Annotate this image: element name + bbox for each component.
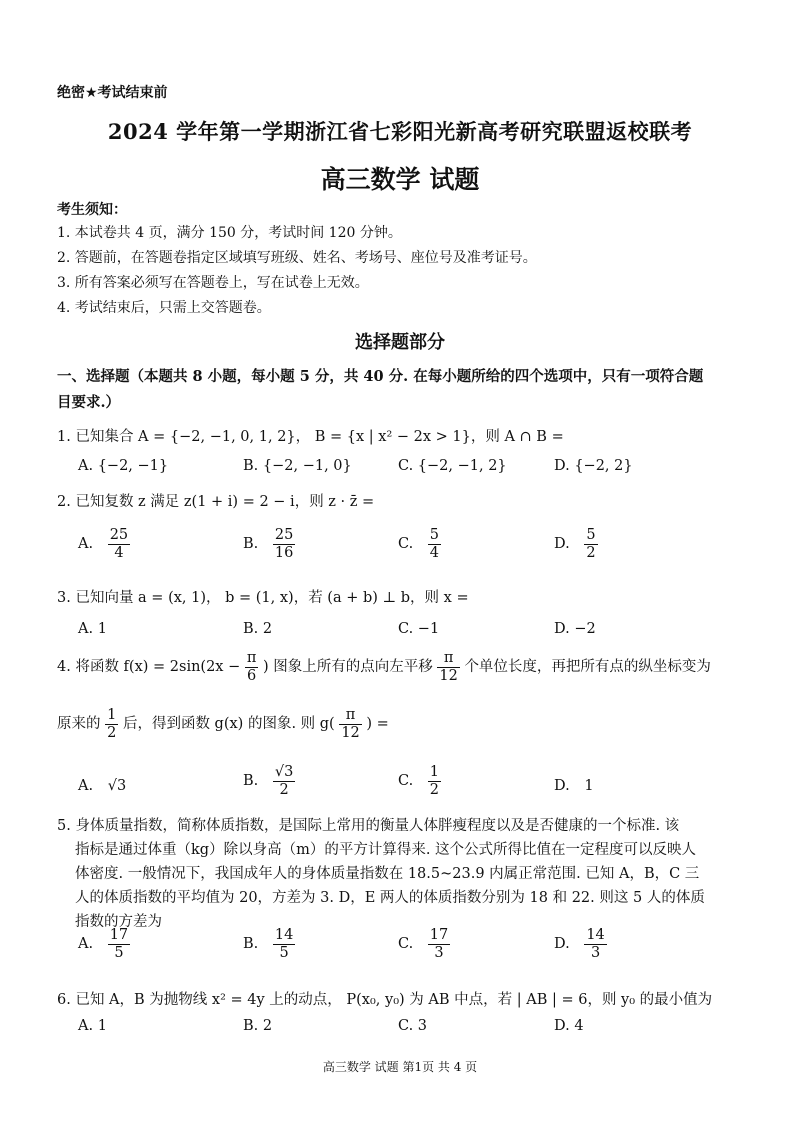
- fraction: [273, 927, 295, 961]
- q1-option-a: A. {−2, −1}: [78, 458, 169, 474]
- option-label: B.: [243, 536, 259, 553]
- q2-option-a: [78, 527, 130, 561]
- q6-option-c: C. 3: [398, 1018, 428, 1034]
- question-5-line: 指数的方差为: [75, 914, 162, 930]
- numerator: 1: [107, 707, 117, 723]
- fraction: [273, 764, 295, 798]
- q5-option-d: [554, 927, 607, 961]
- option-label: A.: [78, 936, 94, 953]
- notice-item: 3. 所有答案必须写在答题卷上，写在试卷上无效。: [57, 275, 369, 291]
- option-value: 1: [584, 778, 594, 794]
- q4-option-a: [78, 778, 126, 794]
- option-label: D.: [554, 778, 570, 794]
- question-6-stem: 6. 已知 A，B 为抛物线 x² = 4y 上的动点， P(x₀, y₀) 为 AB 中点，若 | AB | = 6，则 y₀ 的最小值为: [57, 992, 713, 1008]
- denominator: 3: [590, 944, 601, 961]
- option-label: B.: [243, 936, 259, 953]
- notice-item: 1. 本试卷共 4 页，满分 150 分，考试时间 120 分钟。: [57, 225, 402, 241]
- q1-option-c: C. {−2, −1, 2}: [398, 458, 507, 474]
- fraction: [108, 927, 130, 961]
- question-1-stem: 1. 已知集合 A = {−2, −1, 0, 1, 2}， B = {x | x² − 2x > 1}，则 A ∩ B =: [57, 429, 564, 445]
- fraction: [584, 927, 606, 961]
- question-4-stem: [57, 650, 711, 684]
- exam-subtitle: 高三数学 试题: [320, 165, 480, 194]
- q4-option-b: [243, 764, 295, 798]
- option-label: C.: [398, 773, 414, 790]
- notice-heading: 考生须知：: [57, 202, 127, 218]
- page-footer: 高三数学 试题 第1页 共 4 页: [322, 1060, 478, 1074]
- numerator: 25: [109, 527, 129, 543]
- denominator: 2: [107, 724, 117, 741]
- fraction: [584, 527, 597, 561]
- denominator: 12: [341, 724, 360, 741]
- q5-option-b: [243, 927, 295, 961]
- option-value: √3: [107, 778, 127, 794]
- fraction: [428, 527, 441, 561]
- denominator: 16: [274, 544, 294, 561]
- q4-text: ) =: [366, 716, 389, 733]
- numerator: 17: [109, 927, 129, 943]
- option-label: B.: [243, 773, 259, 790]
- q4-text: 4. 将函数 f(x) = 2sin(2x −: [57, 659, 241, 676]
- question-4-stem-cont: [57, 707, 389, 741]
- q3-option-b: B. 2: [243, 621, 273, 637]
- question-2-stem: 2. 已知复数 z 满足 z(1 + i) = 2 − i，则 z · z̄ =: [57, 494, 375, 510]
- q3-option-a: A. 1: [78, 621, 107, 637]
- exam-title: 2024 学年第一学期浙江省七彩阳光新高考研究联盟返校联考: [107, 119, 693, 144]
- numerator: 25: [274, 527, 294, 543]
- denominator: 2: [279, 781, 289, 798]
- denominator: 2: [586, 544, 596, 561]
- section-title: 选择题部分: [355, 332, 445, 353]
- fraction: [245, 650, 259, 684]
- denominator: 3: [434, 944, 444, 961]
- numerator: π: [246, 650, 257, 666]
- numerator: 1: [429, 764, 440, 780]
- fraction: [273, 527, 295, 561]
- q1-option-b: B. {−2, −1, 0}: [243, 458, 352, 474]
- numerator: 17: [429, 927, 449, 943]
- q2-option-b: [243, 527, 295, 561]
- fraction: [108, 527, 130, 561]
- numerator: √3: [274, 764, 294, 780]
- question-3-stem: 3. 已知向量 a = (x, 1)， b = (1, x)，若 (a + b) ⊥ b，则 x =: [57, 590, 469, 606]
- part-heading: 一、选择题（本题共 8 小题，每小题 5 分，共 40 分. 在每小题所给的四个选项中，只有一项符合题: [57, 368, 704, 385]
- option-label: D.: [554, 936, 570, 953]
- option-label: A.: [78, 778, 94, 794]
- denominator: 12: [439, 667, 458, 684]
- option-label: C.: [398, 536, 414, 553]
- denominator: 4: [114, 544, 124, 561]
- denominator: 5: [114, 944, 124, 961]
- confidential-mark: 绝密★考试结束前: [57, 85, 168, 101]
- q3-option-c: C. −1: [398, 621, 440, 637]
- numerator: 14: [274, 927, 294, 943]
- part-heading-cont: 目要求.）: [57, 394, 121, 411]
- q4-option-c: [398, 764, 441, 798]
- denominator: 6: [247, 667, 257, 684]
- q6-option-a: A. 1: [78, 1018, 107, 1034]
- q2-option-c: [398, 527, 441, 561]
- question-5-line: 指标是通过体重（kg）除以身高（m）的平方计算得来. 这个公式所得比值在一定程度可以反映人: [75, 842, 697, 858]
- denominator: 4: [429, 544, 440, 561]
- numerator: 5: [429, 527, 440, 543]
- denominator: 2: [429, 781, 440, 798]
- numerator: π: [437, 650, 459, 668]
- fraction: [428, 764, 441, 798]
- q6-option-d: D. 4: [554, 1018, 584, 1034]
- q4-option-d: [554, 778, 594, 794]
- fraction: [339, 707, 361, 741]
- notice-item: 4. 考试结束后，只需上交答题卷。: [57, 300, 271, 316]
- fraction: [437, 650, 459, 684]
- option-label: C.: [398, 936, 414, 953]
- question-5-line: 5. 身体质量指数，简称体质指数，是国际上常用的衡量人体胖瘦程度以及是否健康的一个标准. 该: [57, 818, 680, 834]
- q4-text: ) 图象上所有的点向左平移: [263, 659, 433, 676]
- denominator: 5: [279, 944, 289, 961]
- q5-option-a: [78, 927, 130, 961]
- fraction: [105, 707, 118, 741]
- q4-text: 个单位长度，再把所有点的纵坐标变为: [464, 659, 711, 676]
- option-label: D.: [554, 536, 570, 553]
- q6-option-b: B. 2: [243, 1018, 273, 1034]
- option-label: A.: [78, 536, 94, 553]
- question-5-line: 人的体质指数的平均值为 20，方差为 3. D，E 两人的体质指数分别为 18 和 22. 则这 5 人的体质: [75, 890, 705, 906]
- numerator: 5: [586, 527, 596, 543]
- numerator: π: [339, 707, 361, 725]
- numerator: 14: [586, 927, 605, 943]
- q1-option-d: D. {−2, 2}: [554, 458, 633, 474]
- q2-option-d: [554, 527, 598, 561]
- q3-option-d: D. −2: [554, 621, 596, 637]
- q4-text: 后，得到函数 g(x) 的图象. 则 g(: [122, 716, 335, 733]
- q4-text: 原来的: [57, 716, 101, 733]
- notice-item: 2. 答题前，在答题卷指定区域填写班级、姓名、考场号、座位号及准考证号。: [57, 250, 537, 266]
- q5-option-c: [398, 927, 450, 961]
- fraction: [428, 927, 450, 961]
- question-5-line: 体密度. 一般情况下，我国成年人的身体质量指数在 18.5~23.9 内属正常范围. 已知 A，B，C 三: [75, 866, 700, 882]
